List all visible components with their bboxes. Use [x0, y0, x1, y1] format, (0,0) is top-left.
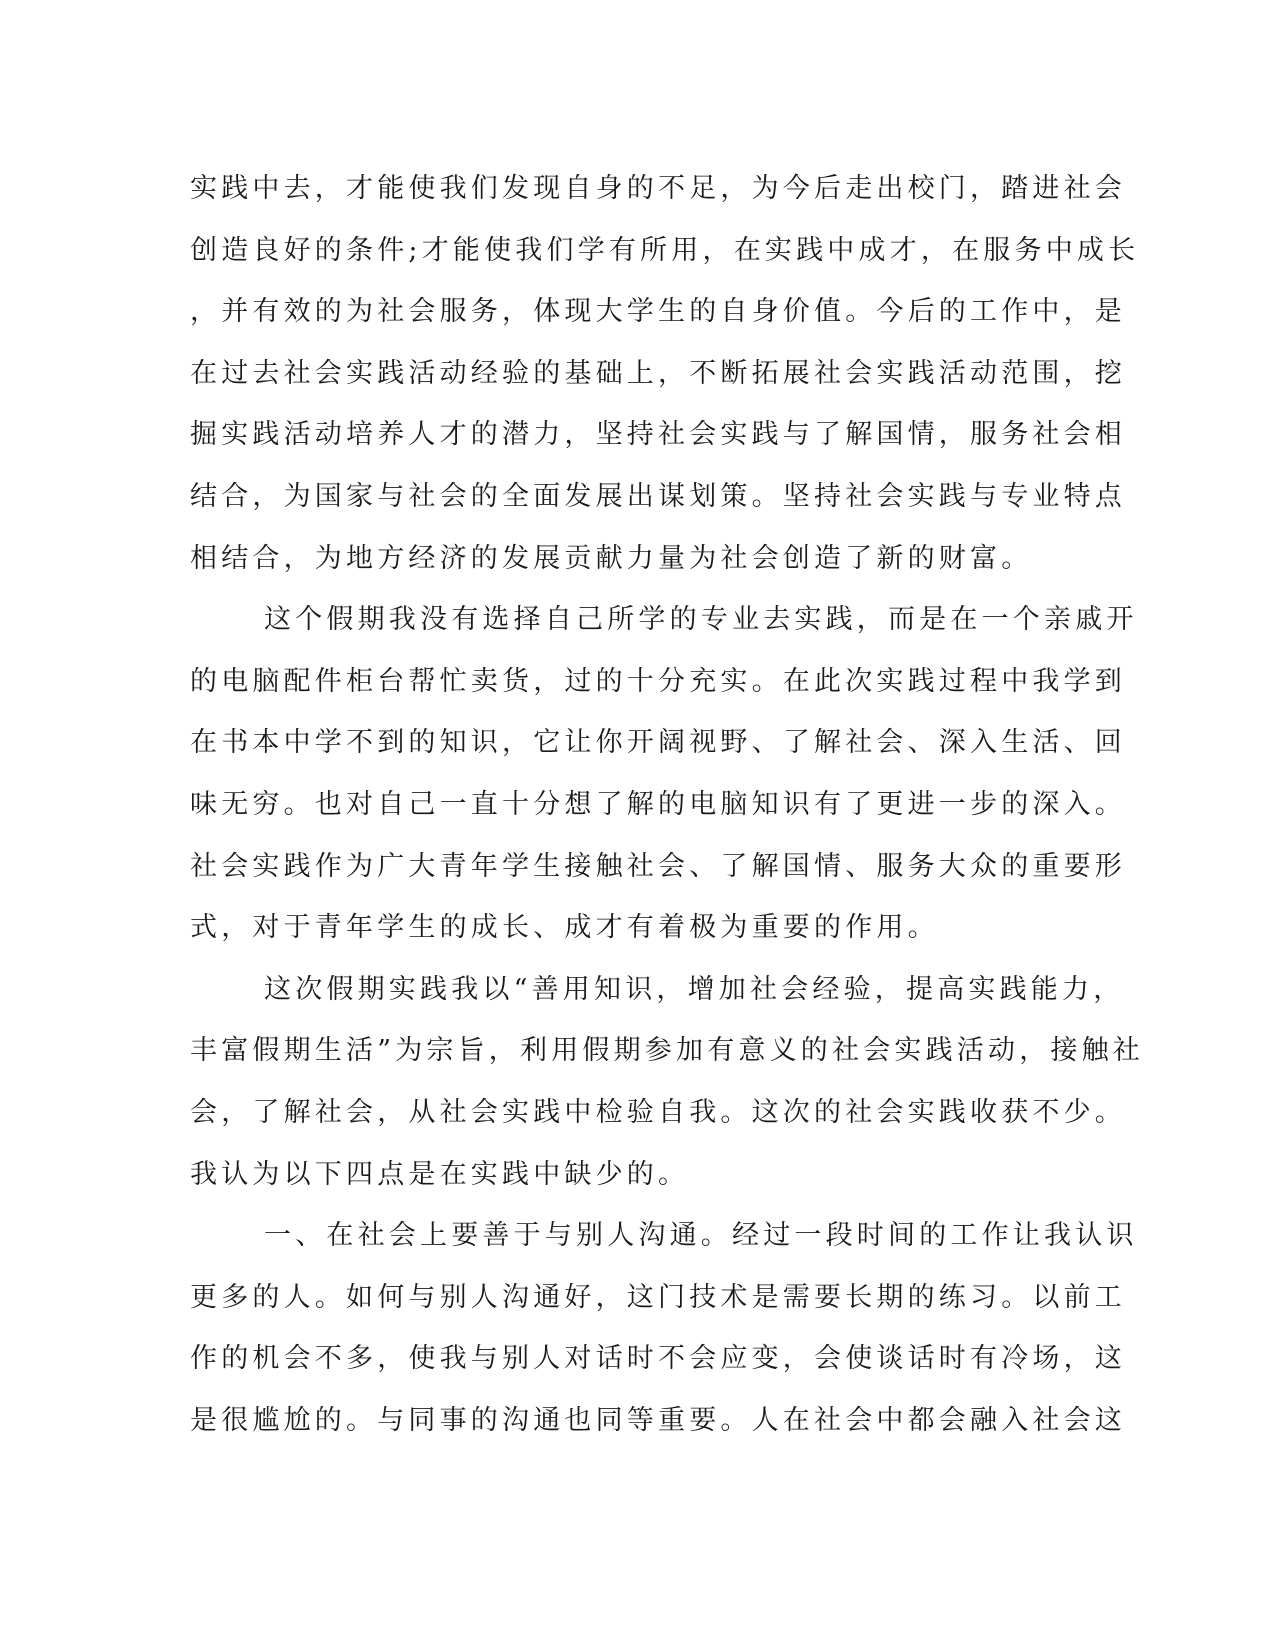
text-line: 式，对于青年学生的成长、成才有着极为重要的作用。	[190, 912, 939, 944]
paragraph-first-line: 一、在社会上要善于与别人沟通。经过一段时间的工作让我认识	[264, 1220, 1138, 1252]
text-line: ，并有效的为社会服务，体现大学生的自身价值。今后的工作中，是	[190, 296, 1126, 328]
text-line: 是很尴尬的。与同事的沟通也同等重要。人在社会中都会融入社会这	[190, 1404, 1126, 1436]
text-line: 结合，为国家与社会的全面发展出谋划策。坚持社会实践与专业特点	[190, 480, 1126, 512]
text-line: 实践中去，才能使我们发现自身的不足，为今后走出校门，踏进社会	[190, 173, 1126, 204]
paragraph-first-line: 这次假期实践我以“善用知识，增加社会经验，提高实践能力，	[264, 973, 1125, 1005]
text-line: 更多的人。如何与别人沟通好，这门技术是需要长期的练习。以前工	[190, 1281, 1126, 1313]
text-line: 在过去社会实践活动经验的基础上，不断拓展社会实践活动范围，挖	[190, 357, 1126, 389]
text-line: 我认为以下四点是在实践中缺少的。	[190, 1158, 690, 1190]
text-line: 味无穷。也对自己一直十分想了解的电脑知识有了更进一步的深入。	[190, 788, 1126, 820]
document-body	[190, 158, 1145, 1451]
text-line: 相结合，为地方经济的发展贡献力量为社会创造了新的财富。	[190, 542, 1033, 574]
text-line: 创造良好的条件;才能使我们学有所用，在实践中成才，在服务中成长	[190, 234, 1140, 266]
text-line: 作的机会不多，使我与别人对话时不会应变，会使谈话时有冷场，这	[190, 1343, 1126, 1375]
text-line: 社会实践作为广大青年学生接触社会、了解国情、服务大众的重要形	[190, 850, 1126, 882]
text-line: 丰富假期生活”为宗旨，利用假期参加有意义的社会实践活动，接触社	[190, 1035, 1145, 1067]
text-line: 会，了解社会，从社会实践中检验自我。这次的社会实践收获不少。	[190, 1096, 1126, 1128]
paragraph-first-line: 这个假期我没有选择自己所学的专业去实践，而是在一个亲戚开	[264, 604, 1138, 636]
text-line: 的电脑配件柜台帮忙卖货，过的十分充实。在此次实践过程中我学到	[190, 665, 1126, 697]
text-line: 在书本中学不到的知识，它让你开阔视野、了解社会、深入生活、回	[190, 727, 1126, 759]
text-line: 掘实践活动培养人才的潜力，坚持社会实践与了解国情，服务社会相	[190, 419, 1126, 451]
